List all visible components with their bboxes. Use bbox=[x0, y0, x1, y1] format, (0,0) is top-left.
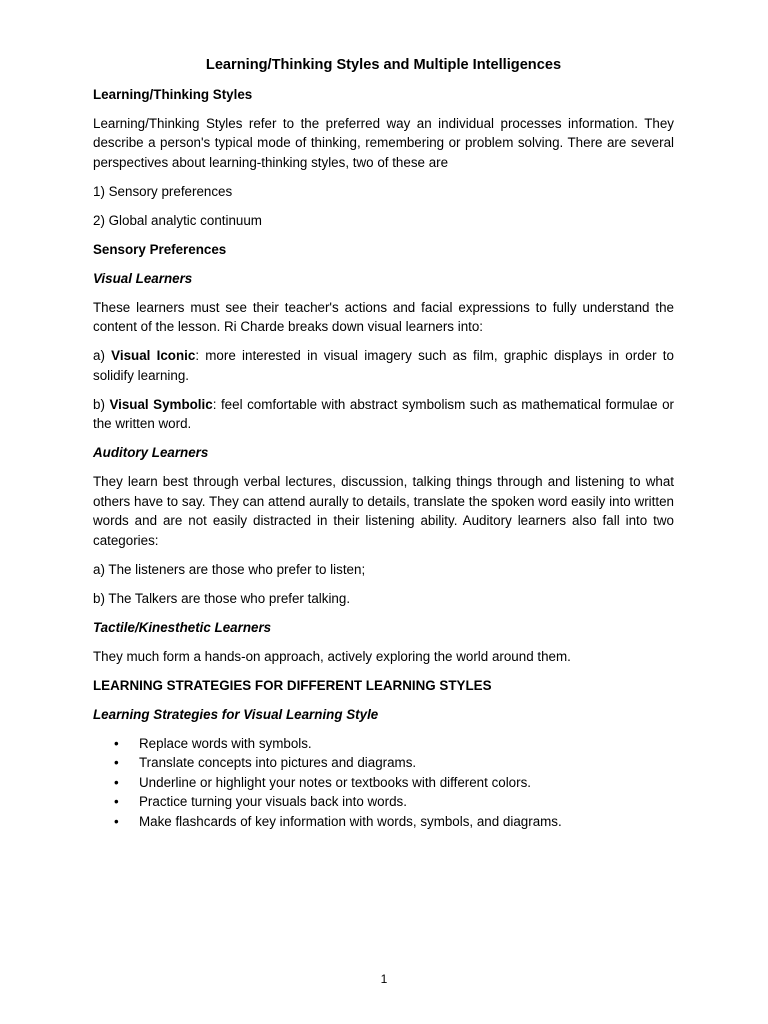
section-heading-learning-strategies: LEARNING STRATEGIES FOR DIFFERENT LEARNING STYLES bbox=[93, 677, 492, 693]
list-item bbox=[114, 812, 674, 832]
subheading-tactile-kinesthetic-learners: Tactile/Kinesthetic Learners bbox=[93, 619, 272, 635]
page-number: 1 bbox=[380, 972, 388, 986]
bullet-icon: • bbox=[114, 794, 119, 809]
document-page bbox=[93, 56, 674, 831]
list-item bbox=[114, 753, 674, 773]
visual-symbolic-term: Visual Symbolic bbox=[109, 396, 213, 412]
list-item-global-analytic: 2) Global analytic continuum bbox=[93, 212, 262, 228]
list-item-sensory-preferences: 1) Sensory preferences bbox=[93, 183, 233, 199]
list-item-text: Replace words with symbols. bbox=[139, 735, 312, 751]
section-heading-sensory-preferences: Sensory Preferences bbox=[93, 241, 227, 257]
intro-paragraph: Learning/Thinking Styles refer to the preferred way an individual processes information. They describe a person's typical mode of thinking, remembering or problem solving. There are several perspectives about learning-thinking styles, two of these are bbox=[93, 115, 674, 170]
visual-symbolic-text: : feel comfortable with abstract symbolism such as mathematical formulae or the written word. bbox=[93, 396, 674, 431]
auditory-talkers-item: b) The Talkers are those who prefer talking. bbox=[93, 590, 351, 606]
document-title: Learning/Thinking Styles and Multiple Intelligences bbox=[205, 57, 562, 73]
visual-iconic-prefix: a) bbox=[93, 348, 112, 363]
list-item bbox=[114, 792, 674, 812]
bullet-icon: • bbox=[114, 735, 119, 751]
subheading-auditory-learners: Auditory Learners bbox=[93, 445, 209, 460]
list-item-text: Translate concepts into pictures and diagrams. bbox=[139, 755, 417, 770]
subheading-visual-learners: Visual Learners bbox=[93, 270, 193, 286]
bullet-icon: • bbox=[114, 813, 119, 829]
visual-iconic-text: : more interested in visual imagery such as film, graphic displays in order to solidify learning. bbox=[93, 348, 674, 383]
visual-iconic-paragraph bbox=[93, 346, 674, 385]
visual-iconic-term: Visual Iconic bbox=[111, 348, 196, 363]
list-item-text: Practice turning your visuals back into words. bbox=[139, 794, 407, 809]
bullet-icon: • bbox=[114, 755, 119, 770]
tactile-learners-paragraph: They much form a hands-on approach, actively exploring the world around them. bbox=[93, 648, 571, 664]
visual-symbolic-prefix: b) bbox=[93, 396, 110, 412]
list-item-text: Make flashcards of key information with words, symbols, and diagrams. bbox=[139, 813, 562, 829]
visual-symbolic-paragraph bbox=[93, 395, 674, 434]
visual-strategies-list bbox=[93, 734, 674, 832]
list-item bbox=[114, 734, 674, 754]
bullet-icon: • bbox=[114, 774, 119, 790]
section-heading-learning-thinking-styles: Learning/Thinking Styles bbox=[93, 86, 253, 102]
visual-learners-paragraph: These learners must see their teacher's actions and facial expressions to fully understand the content of the lesson. Ri Charde breaks down visual learners into: bbox=[93, 299, 674, 334]
auditory-learners-paragraph: They learn best through verbal lectures, discussion, talking things through and listening to what others have to say. They can attend aurally to details, translate the spoken word easily into written words and are not easily distracted in their listening ability. Auditory learners also fall into two categories: bbox=[93, 474, 674, 548]
auditory-listeners-item: a) The listeners are those who prefer to listen; bbox=[93, 561, 366, 577]
list-item-text: Underline or highlight your notes or textbooks with different colors. bbox=[139, 774, 532, 790]
subheading-visual-strategies: Learning Strategies for Visual Learning Style bbox=[93, 706, 379, 722]
list-item bbox=[114, 773, 674, 793]
